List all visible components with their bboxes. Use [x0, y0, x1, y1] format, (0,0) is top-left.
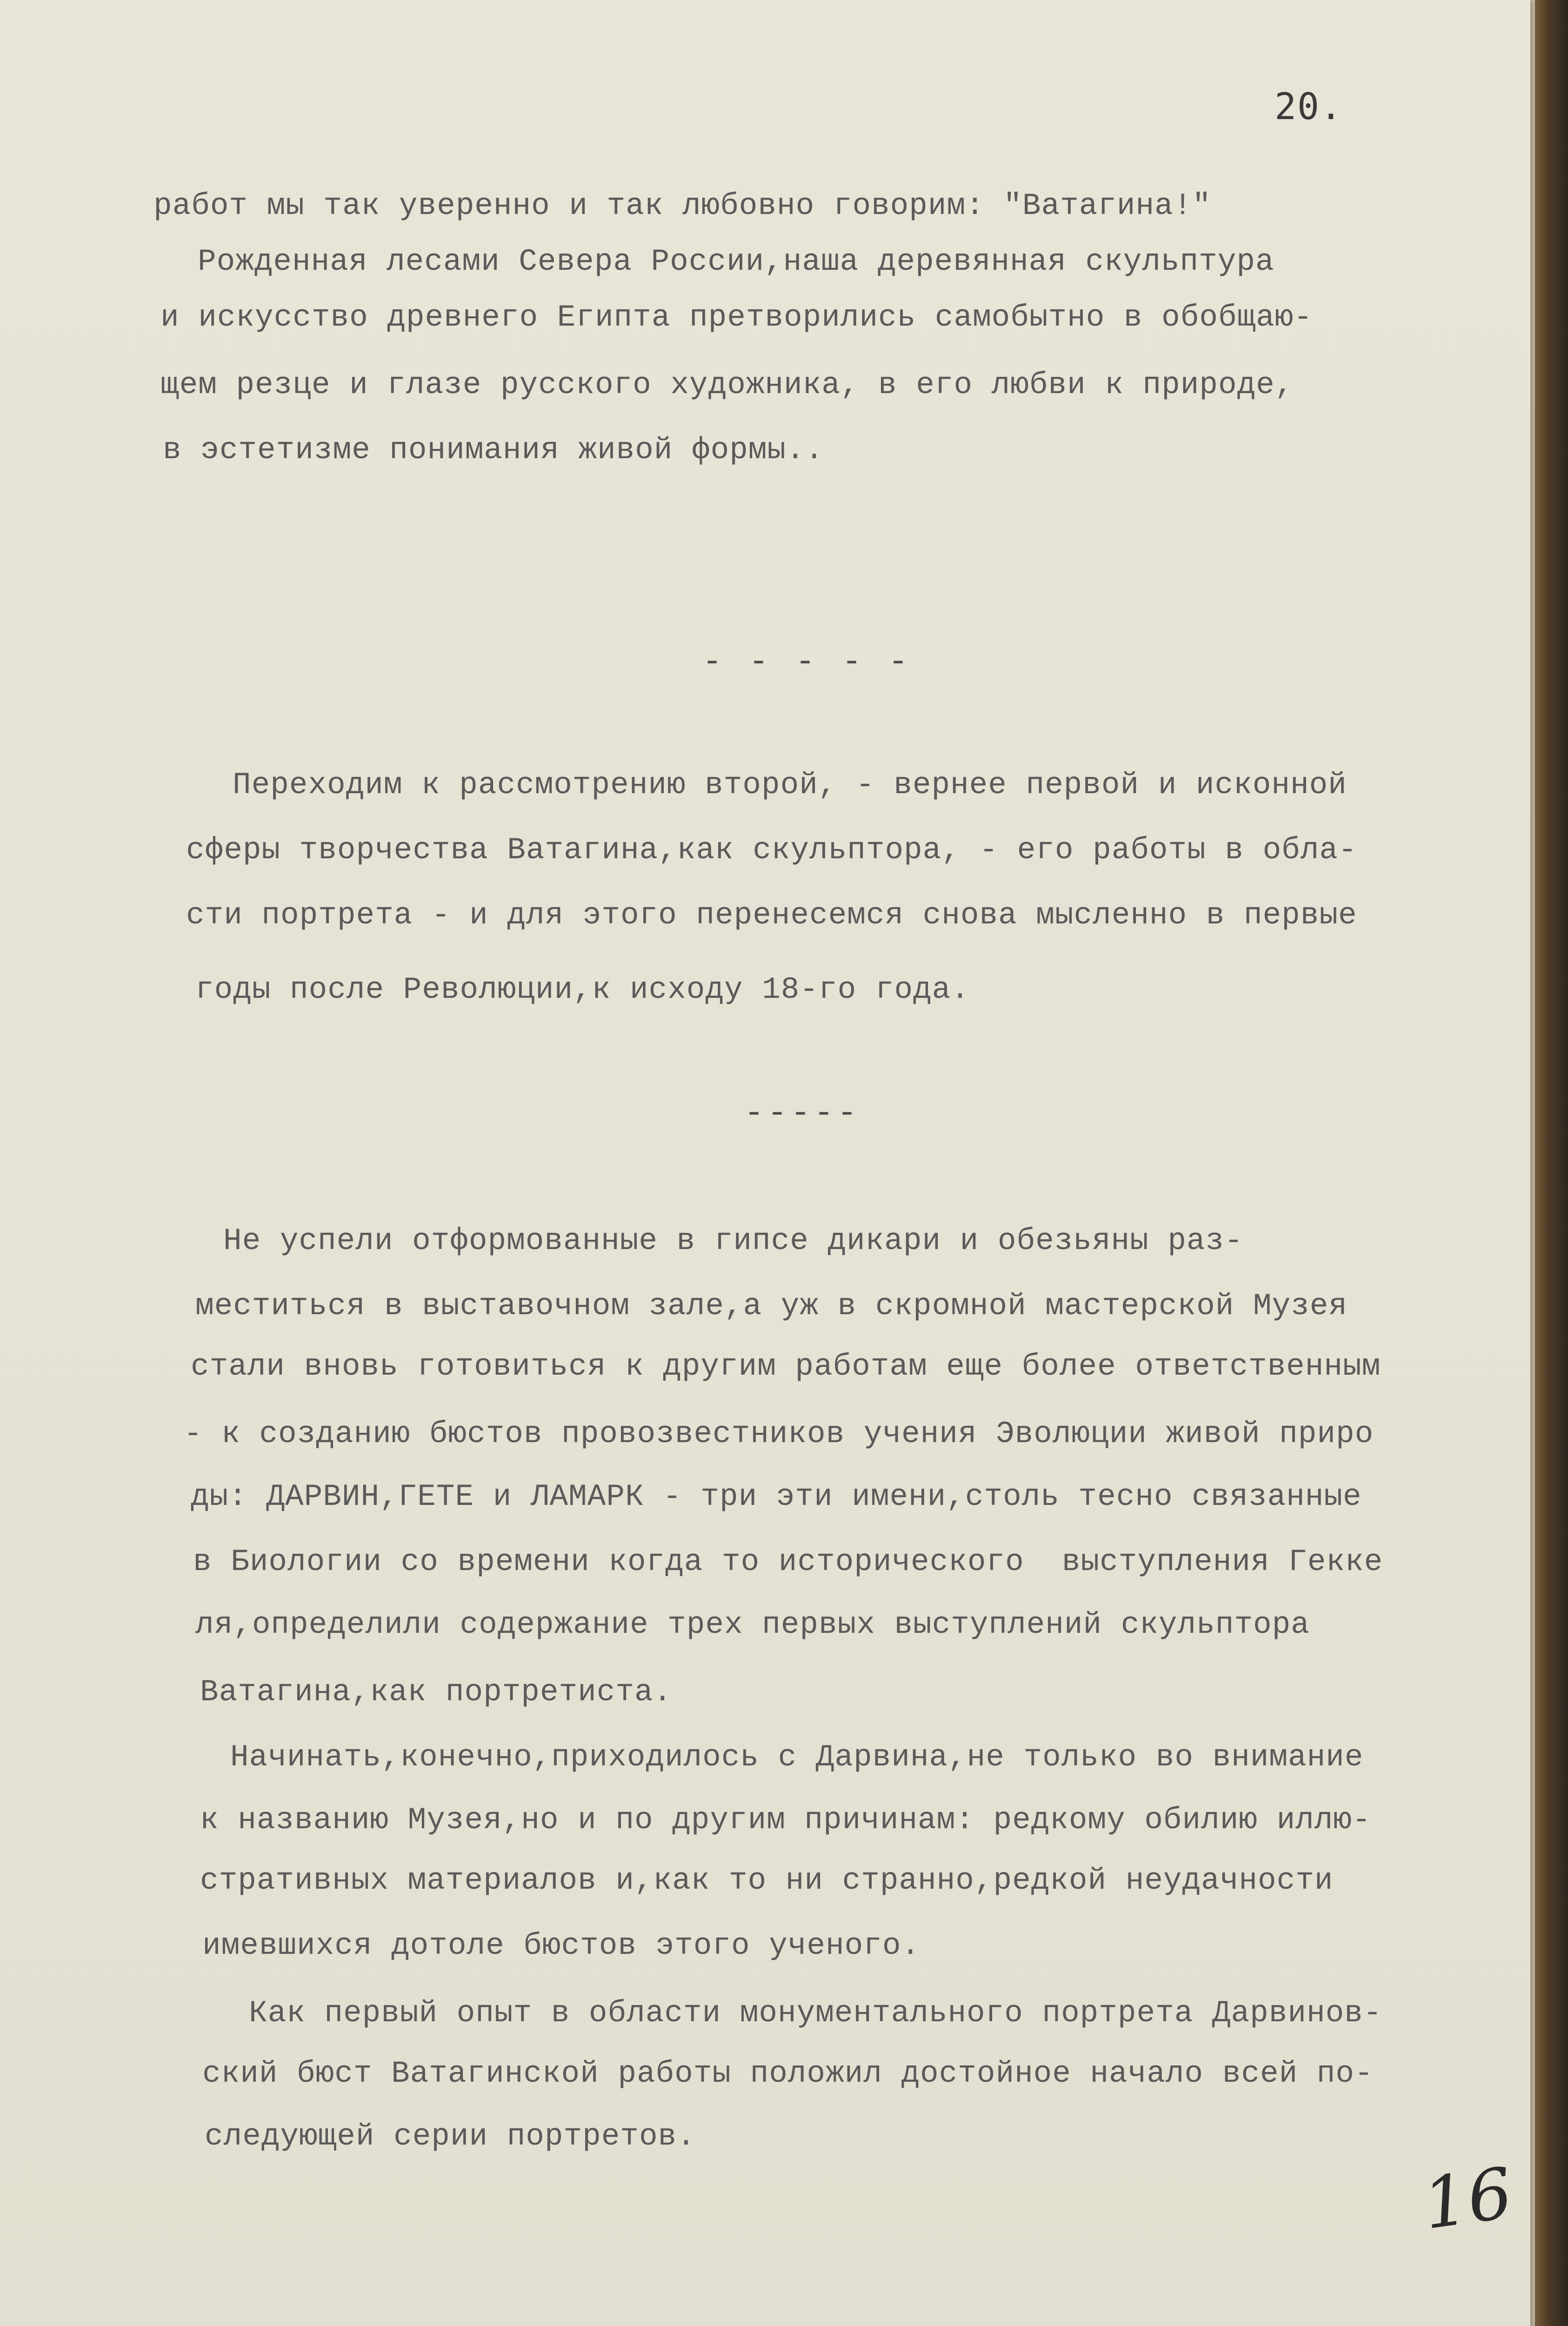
separator-dashes: - - - - -: [702, 644, 912, 681]
page-number: 20.: [1274, 86, 1343, 128]
text-line: годы после Революции,к исходу 18-го года.: [195, 972, 970, 1007]
text-line: и искусство древнего Египта претворились самобытно в обобщаю-: [160, 300, 1313, 335]
text-line: Ватагина,как портретиста.: [200, 1675, 673, 1710]
text-line: Рожденная лесами Севера России,наша деревянная скульптура: [198, 244, 1274, 279]
text-line: имевшихся дотоле бюстов этого ученого.: [202, 1928, 921, 1963]
separator-dashes: -----: [744, 1096, 861, 1132]
text-line: сферы творчества Ватагина,как скульптора, - его работы в обла-: [186, 833, 1357, 868]
text-line: Начинать,конечно,приходилось с Дарвина,не только во внимание: [230, 1740, 1364, 1775]
text-line: в Биологии со времени когда то исторического выступления Гекке: [193, 1544, 1383, 1579]
text-line: ский бюст Ватагинской работы положил достойное начало всей по-: [202, 2056, 1374, 2091]
text-line: - к созданию бюстов провозвестников учения Эволюции живой приро: [184, 1417, 1374, 1451]
binding-spine: [1535, 0, 1568, 2326]
text-line: Переходим к рассмотрению второй, - вернее первой и исконной: [233, 768, 1347, 802]
text-line: к названию Музея,но и по другим причинам: редкому обилию иллю-: [200, 1803, 1371, 1838]
text-line: меститься в выставочном зале,а уж в скромной мастерской Музея: [195, 1289, 1348, 1323]
handwritten-folio-number: 16: [1418, 2152, 1518, 2246]
text-line: ля,определили содержание трех первых выступлений скульптора: [195, 1607, 1310, 1642]
text-line: Не успели отформованные в гипсе дикари и обезьяны раз-: [223, 1223, 1243, 1258]
text-line: Как первый опыт в области монументального портрета Дарвинов-: [249, 1996, 1382, 2031]
text-line: стали вновь готовиться к другим работам еще более ответственным: [191, 1349, 1381, 1384]
text-line: в эстетизме понимания живой формы..: [163, 433, 824, 468]
text-line: щем резце и глазе русского художника, в его любви к природе,: [160, 368, 1294, 402]
text-line: следующей серии портретов.: [205, 2119, 696, 2154]
text-line: сти портрета - и для этого перенесемся снова мысленно в первые: [186, 898, 1357, 933]
text-line: ды: ДАРВИН,ГЕТЕ и ЛАМАРК - три эти имени,столь тесно связанные: [191, 1479, 1362, 1514]
text-line: работ мы так уверенно и так любовно говорим: "Ватагина!": [153, 188, 1211, 223]
text-line: стративных материалов и,как то ни странно,редкой неудачности: [200, 1863, 1334, 1898]
